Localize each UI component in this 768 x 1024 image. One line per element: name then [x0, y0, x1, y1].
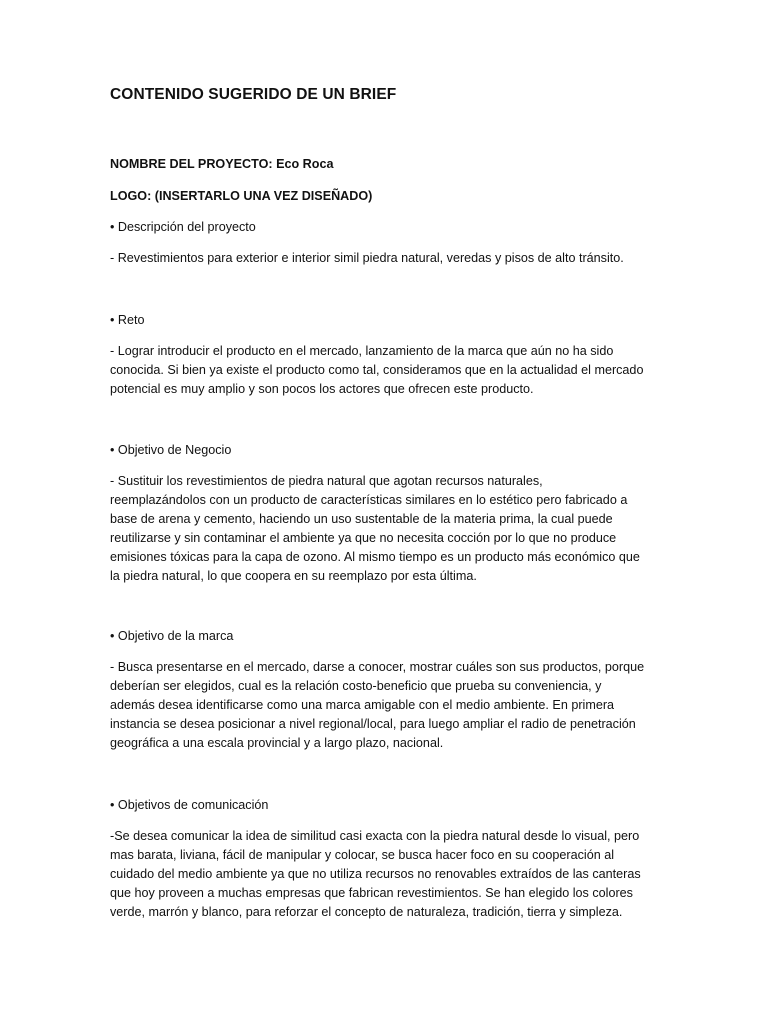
document-title: CONTENIDO SUGERIDO DE UN BRIEF [110, 86, 397, 103]
paragraph-line: geográfica a una escala provincial y a largo plazo, nacional. [110, 736, 444, 750]
paragraph-line: - Revestimientos para exterior e interior simil piedra natural, veredas y pisos de alto tránsito. [110, 251, 624, 265]
paragraph-line: instancia se desea posicionar a nivel regional/local, para luego ampliar el radio de penetración [110, 717, 636, 731]
project-name: NOMBRE DEL PROYECTO: Eco Roca [110, 157, 334, 171]
section-body-reto [110, 342, 662, 399]
paragraph-line: reemplazándolos con un producto de características similares en lo estético pero fabricado a [110, 493, 628, 507]
section-heading-objetivos-comunicacion: • Objetivos de comunicación [110, 798, 269, 812]
logo-line: LOGO: (INSERTARLO UNA VEZ DISEÑADO) [110, 189, 373, 203]
section-heading-objetivo-marca: • Objetivo de la marca [110, 629, 234, 643]
paragraph-line: verde, marrón y blanco, para reforzar el concepto de naturaleza, tradición, tierra y simpleza. [110, 905, 623, 919]
paragraph-line: conocida. Si bien ya existe el producto como tal, consideramos que en la actualidad el mercado [110, 363, 644, 377]
paragraph-line: la piedra natural, lo que coopera en su reemplazo por esta última. [110, 569, 477, 583]
section-body-objetivos-comunicacion [110, 827, 662, 922]
section-heading-reto: • Reto [110, 313, 145, 327]
section-body-descripcion [110, 249, 662, 268]
section-body-objetivo-negocio [110, 472, 662, 586]
paragraph-line: base de arena y cemento, haciendo un uso sustentable de la materia prima, la cual puede [110, 512, 613, 526]
section-heading-descripcion: • Descripción del proyecto [110, 220, 256, 234]
paragraph-line: deberían ser elegidos, cual es la relación costo-beneficio que prueba su conveniencia, y [110, 679, 602, 693]
paragraph-line: potencial es muy amplio y son pocos los actores que ofrecen este producto. [110, 382, 534, 396]
section-body-objetivo-marca [110, 658, 662, 753]
paragraph-line: - Lograr introducir el producto en el mercado, lanzamiento de la marca que aún no ha sido [110, 344, 614, 358]
paragraph-line: emisiones tóxicas para la capa de ozono. Al mismo tiempo es un producto más económico que [110, 550, 640, 564]
paragraph-line: además desea identificarse como una marca amigable con el medio ambiente. En primera [110, 698, 615, 712]
paragraph-line: - Busca presentarse en el mercado, darse a conocer, mostrar cuáles son sus productos, porque [110, 660, 645, 674]
paragraph-line: que hoy proveen a muchas empresas que fabrican revestimientos. Se han elegido los colores [110, 886, 633, 900]
paragraph-line: cuidado del medio ambiente ya que no utiliza recursos no renovables extraídos de las canteras [110, 867, 641, 881]
section-heading-objetivo-negocio: • Objetivo de Negocio [110, 443, 232, 457]
paragraph-line: reutilizarse y sin contaminar el ambiente ya que no necesita cocción por lo que no produce [110, 531, 617, 545]
paragraph-line: - Sustituir los revestimientos de piedra natural que agotan recursos naturales, [110, 474, 543, 488]
paragraph-line: mas barata, liviana, fácil de manipular y colocar, se busca hacer foco en su cooperación al [110, 848, 615, 862]
paragraph-line: -Se desea comunicar la idea de similitud casi exacta con la piedra natural desde lo visual, pero [110, 829, 640, 843]
